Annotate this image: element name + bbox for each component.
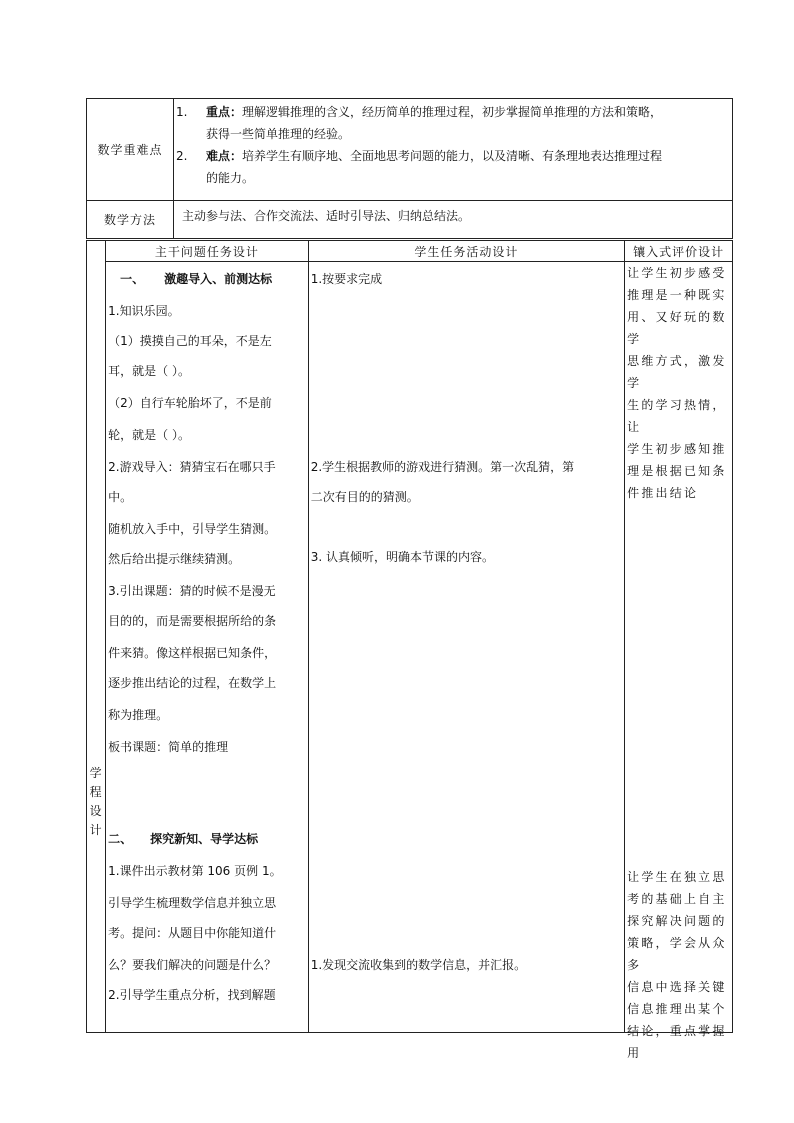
key-point-1 (176, 101, 728, 145)
student-activity-cell (308, 262, 624, 1033)
task-line: 称为推理。 (108, 708, 169, 722)
activity-line: 二次有目的的猜测。 (310, 490, 419, 504)
eval-line: 让学生初步感受 (627, 266, 727, 280)
evaluation-cell (625, 262, 733, 1060)
section-2-title: 探究新知、导学达标 (150, 832, 259, 846)
section-1-title: 激趣导入、前测达标 (164, 272, 273, 286)
task-line: （2）自行车轮胎坏了，不是前 (108, 396, 272, 410)
task-line: 引导学生梳理数学信息并独立思 (108, 896, 277, 910)
task-line: 么？要我们解决的问题是什么？ (108, 958, 277, 972)
section-2-heading (108, 830, 306, 847)
side-char-3: 设 (89, 803, 103, 818)
eval-line: 信息中选择关键 (627, 980, 727, 994)
eval-line: 让学生在独立思 (627, 870, 727, 884)
header-student-activity: 学生任务活动设计 (308, 241, 624, 262)
header-task-design: 主干问题任务设计 (106, 241, 309, 262)
task-line: 中。 (108, 490, 133, 504)
key-point-2-num: 2. (176, 149, 188, 163)
activity-line: 3. 认真倾听，明确本节课的内容。 (310, 550, 494, 564)
task-line: 2.游戏导入：猜猜宝石在哪只手 (108, 460, 276, 474)
activity-line: 1.发现交流收集到的数学信息，并汇报。 (310, 958, 527, 972)
evaluation-block-2 (627, 866, 730, 1064)
side-char-4: 计 (89, 822, 103, 837)
task-line: 目的的，而是需要根据所给的条 (108, 614, 277, 628)
eval-line: 思维方式，激发学 (627, 354, 727, 390)
method-label: 数学方法 (87, 201, 174, 239)
eval-line: 推理是一种既实 (627, 288, 727, 302)
eval-line: 件推出结论 (627, 486, 699, 500)
key-point-2-line-2: 的能力。 (206, 171, 255, 185)
task-line: （1）摸摸自己的耳朵，不是左 (108, 334, 272, 348)
key-point-2-bold: 难点： (206, 149, 243, 163)
task-line: 耳，就是（ ）。 (108, 364, 190, 378)
task-line: 逐步推出结论的过程，在数学上 (108, 676, 277, 690)
key-point-2-line-1: 培养学生有顺序地、全面地思考问题的能力，以及清晰、有条理地表达推理过程 (242, 149, 663, 163)
eval-line: 结论，重点掌握用 (627, 1024, 727, 1060)
task-line: 1.课件出示教材第 106 页例 1。 (108, 864, 282, 878)
key-points-content (174, 99, 733, 201)
task-line: 板书课题：简单的推理 (108, 740, 229, 754)
key-point-2 (176, 145, 728, 189)
section-1-num: 一、 (120, 272, 145, 286)
activity-line: 1.按要求完成 (310, 272, 383, 286)
key-point-1-num: 1. (176, 105, 188, 119)
eval-line: 策略，学会从众多 (627, 936, 727, 972)
side-char-2: 程 (89, 784, 103, 799)
eval-line: 学生初步感知推 (627, 442, 727, 456)
eval-line: 生的学习热情，让 (627, 398, 727, 434)
evaluation-block-1 (627, 262, 730, 504)
task-line: 考。提问：从题目中你能知道什 (108, 926, 277, 940)
key-point-1-bold: 重点： (206, 105, 243, 119)
task-design-cell (106, 262, 309, 1033)
eval-line: 信息推理出某个 (627, 1002, 727, 1016)
side-char-1: 学 (89, 765, 103, 780)
task-line: 1.知识乐园。 (108, 304, 180, 318)
header-evaluation: 镶入式评价设计 (625, 241, 733, 262)
eval-line: 考的基础上自主 (627, 892, 727, 906)
task-line: 轮，就是（ ）。 (108, 428, 190, 442)
key-points-table (86, 98, 733, 239)
task-line: 2.引导学生重点分析，找到解题 (108, 988, 276, 1002)
section-2-num: 二、 (108, 832, 133, 846)
section-1-heading (120, 270, 306, 287)
lesson-design-table (86, 240, 733, 1060)
key-points-label: 数学重难点 (87, 99, 174, 201)
method-text: 主动参与法、合作交流法、适时引导法、归纳总结法。 (174, 201, 733, 239)
eval-line: 理是根据已知条 (627, 464, 727, 478)
eval-line: 探究解决问题的 (627, 914, 727, 928)
task-line: 3.引出课题：猜的时候不是漫无 (108, 584, 276, 598)
task-line: 件来猜。像这样根据已知条件， (108, 646, 277, 660)
activity-line: 2.学生根据教师的游戏进行猜测。第一次乱猜，第 (310, 460, 575, 474)
task-line: 然后给出提示继续猜测。 (108, 552, 241, 566)
key-point-1-line-1: 理解逻辑推理的含义，经历简单的推理过程，初步掌握简单推理的方法和策略， (242, 105, 663, 119)
task-line: 随机放入手中，引导学生猜测。 (108, 522, 277, 536)
key-point-1-line-2: 获得一些简单推理的经验。 (206, 127, 351, 141)
side-label (87, 241, 106, 1033)
eval-line: 用、又好玩的数学 (627, 310, 727, 346)
